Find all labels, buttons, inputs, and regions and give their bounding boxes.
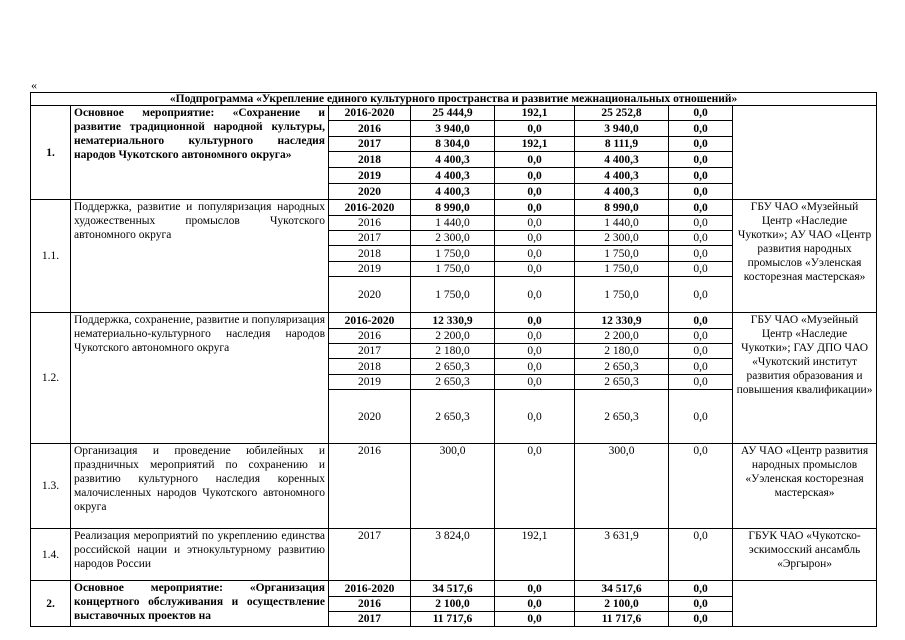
item-description: Поддержка, развитие и популяризация народных художественных промыслов Чукотского автономного округа	[71, 200, 329, 313]
executor: АУ ЧАО «Центр развития народных промыслов «Уэленская косторезная мастерская»	[733, 444, 877, 529]
cell-total: 8 304,0	[411, 137, 495, 152]
item-description: Поддержка, сохранение, развитие и популяризация нематериально-культурного наследия народов Чукотского автономного округа	[71, 313, 329, 444]
cell-period: 2016-2020	[329, 581, 411, 597]
cell-period: 2016	[329, 444, 411, 529]
cell-other: 0,0	[669, 106, 733, 121]
cell-total: 300,0	[411, 444, 495, 529]
cell-total: 3 824,0	[411, 529, 495, 581]
cell-other: 0,0	[669, 581, 733, 597]
cell-total: 12 330,9	[411, 313, 495, 329]
cell-total: 2 650,3	[411, 390, 495, 444]
cell-period: 2016	[329, 121, 411, 137]
cell-fed: 192,1	[495, 529, 575, 581]
cell-period: 2016	[329, 216, 411, 231]
cell-fed: 0,0	[495, 344, 575, 359]
cell-total: 4 400,3	[411, 184, 495, 200]
cell-fed: 0,0	[495, 359, 575, 375]
cell-reg: 4 400,3	[575, 184, 669, 200]
item-description: Организация и проведение юбилейных и праздничных мероприятий по сохранению и развитию культурного наследия коренных малочисленных народов Чукотского автономного округа	[71, 444, 329, 529]
table-row	[31, 200, 877, 216]
cell-reg: 4 400,3	[575, 168, 669, 184]
budget-table	[30, 92, 877, 627]
cell-period: 2019	[329, 262, 411, 277]
cell-reg: 2 200,0	[575, 329, 669, 344]
cell-period: 2016	[329, 597, 411, 612]
cell-other: 0,0	[669, 344, 733, 359]
cell-fed: 0,0	[495, 277, 575, 313]
cell-other: 0,0	[669, 168, 733, 184]
executor: ГБУК ЧАО «Чукотско-эскимосский ансамбль «Эргырон»	[733, 529, 877, 581]
cell-period: 2018	[329, 359, 411, 375]
cell-other: 0,0	[669, 262, 733, 277]
cell-other: 0,0	[669, 277, 733, 313]
cell-fed: 0,0	[495, 444, 575, 529]
cell-reg: 3 631,9	[575, 529, 669, 581]
cell-reg: 2 650,3	[575, 390, 669, 444]
cell-total: 34 517,6	[411, 581, 495, 597]
cell-reg: 34 517,6	[575, 581, 669, 597]
cell-reg: 1 750,0	[575, 277, 669, 313]
cell-period: 2020	[329, 184, 411, 200]
cell-total: 2 650,3	[411, 375, 495, 390]
cell-period: 2018	[329, 246, 411, 262]
cell-fed: 0,0	[495, 121, 575, 137]
cell-fed: 0,0	[495, 329, 575, 344]
cell-fed: 0,0	[495, 581, 575, 597]
executor	[733, 106, 877, 200]
cell-total: 2 100,0	[411, 597, 495, 612]
item-number: 1.2.	[31, 313, 71, 444]
cell-fed: 0,0	[495, 168, 575, 184]
cell-total: 1 750,0	[411, 277, 495, 313]
cell-fed: 0,0	[495, 200, 575, 216]
cell-total: 3 940,0	[411, 121, 495, 137]
cell-other: 0,0	[669, 152, 733, 168]
cell-total: 2 300,0	[411, 231, 495, 246]
cell-total: 2 650,3	[411, 359, 495, 375]
cell-fed: 0,0	[495, 231, 575, 246]
cell-reg: 4 400,3	[575, 152, 669, 168]
executor	[733, 581, 877, 627]
item-number: 2.	[31, 581, 71, 627]
cell-fed: 0,0	[495, 184, 575, 200]
cell-other: 0,0	[669, 359, 733, 375]
cell-period: 2017	[329, 344, 411, 359]
cell-other: 0,0	[669, 529, 733, 581]
table-row	[31, 581, 877, 597]
cell-reg: 8 990,0	[575, 200, 669, 216]
cell-period: 2020	[329, 277, 411, 313]
table-row	[31, 444, 877, 529]
cell-other: 0,0	[669, 137, 733, 152]
cell-fed: 0,0	[495, 390, 575, 444]
item-description: Основное мероприятие: «Организация концертного обслуживания и осуществление выставочных проектов на	[71, 581, 329, 627]
cell-other: 0,0	[669, 200, 733, 216]
cell-total: 4 400,3	[411, 152, 495, 168]
cell-reg: 2 300,0	[575, 231, 669, 246]
cell-reg: 11 717,6	[575, 612, 669, 627]
subprogram-header: «Подпрограмма «Укрепление единого культурного пространства и развитие межнациональных отношений»	[31, 93, 877, 106]
cell-period: 2016-2020	[329, 313, 411, 329]
cell-period: 2019	[329, 168, 411, 184]
cell-period: 2016-2020	[329, 106, 411, 121]
cell-fed: 192,1	[495, 106, 575, 121]
cell-other: 0,0	[669, 216, 733, 231]
cell-period: 2016-2020	[329, 200, 411, 216]
cell-fed: 192,1	[495, 137, 575, 152]
item-number: 1.3.	[31, 444, 71, 529]
cell-fed: 0,0	[495, 597, 575, 612]
cell-reg: 12 330,9	[575, 313, 669, 329]
executor: ГБУ ЧАО «Музейный Центр «Наследие Чукотки»; АУ ЧАО «Центр развития народных промыслов «Уэленская косторезная мастерская»	[733, 200, 877, 313]
cell-fed: 0,0	[495, 216, 575, 231]
cell-period: 2017	[329, 529, 411, 581]
cell-fed: 0,0	[495, 262, 575, 277]
cell-other: 0,0	[669, 121, 733, 137]
table-row	[31, 313, 877, 329]
cell-period: 2017	[329, 137, 411, 152]
cell-period: 2020	[329, 390, 411, 444]
cell-total: 8 990,0	[411, 200, 495, 216]
executor: ГБУ ЧАО «Музейный Центр «Наследие Чукотки»; ГАУ ДПО ЧАО «Чукотский институт развития образования и повышения квалификации»	[733, 313, 877, 444]
item-number: 1.1.	[31, 200, 71, 313]
item-description: Реализация мероприятий по укреплению единства российской нации и этнокультурному развитию народов России	[71, 529, 329, 581]
cell-total: 2 180,0	[411, 344, 495, 359]
cell-total: 2 200,0	[411, 329, 495, 344]
subprogram-header-row	[31, 93, 877, 106]
cell-other: 0,0	[669, 390, 733, 444]
cell-reg: 25 252,8	[575, 106, 669, 121]
cell-period: 2018	[329, 152, 411, 168]
cell-other: 0,0	[669, 246, 733, 262]
cell-fed: 0,0	[495, 612, 575, 627]
cell-other: 0,0	[669, 597, 733, 612]
cell-other: 0,0	[669, 313, 733, 329]
cell-total: 4 400,3	[411, 168, 495, 184]
cell-reg: 2 100,0	[575, 597, 669, 612]
cell-other: 0,0	[669, 444, 733, 529]
cell-period: 2019	[329, 375, 411, 390]
cell-total: 11 717,6	[411, 612, 495, 627]
table-row	[31, 529, 877, 581]
cell-other: 0,0	[669, 231, 733, 246]
cell-period: 2017	[329, 231, 411, 246]
cell-other: 0,0	[669, 375, 733, 390]
cell-reg: 8 111,9	[575, 137, 669, 152]
cell-reg: 1 750,0	[575, 262, 669, 277]
cell-reg: 1 440,0	[575, 216, 669, 231]
opening-quote: «	[31, 78, 37, 92]
table-row	[31, 106, 877, 121]
cell-fed: 0,0	[495, 313, 575, 329]
cell-reg: 1 750,0	[575, 246, 669, 262]
cell-total: 1 440,0	[411, 216, 495, 231]
cell-total: 25 444,9	[411, 106, 495, 121]
cell-other: 0,0	[669, 329, 733, 344]
cell-period: 2017	[329, 612, 411, 627]
cell-reg: 2 650,3	[575, 359, 669, 375]
item-number: 1.4.	[31, 529, 71, 581]
cell-fed: 0,0	[495, 246, 575, 262]
cell-total: 1 750,0	[411, 262, 495, 277]
item-number: 1.	[31, 106, 71, 200]
cell-reg: 2 650,3	[575, 375, 669, 390]
cell-reg: 3 940,0	[575, 121, 669, 137]
cell-total: 1 750,0	[411, 246, 495, 262]
cell-period: 2016	[329, 329, 411, 344]
cell-reg: 300,0	[575, 444, 669, 529]
item-description: Основное мероприятие: «Сохранение и развитие традиционной народной культуры, нематериального культурного наследия народов Чукотского автономного округа»	[71, 106, 329, 200]
cell-other: 0,0	[669, 184, 733, 200]
cell-reg: 2 180,0	[575, 344, 669, 359]
cell-other: 0,0	[669, 612, 733, 627]
cell-fed: 0,0	[495, 375, 575, 390]
cell-fed: 0,0	[495, 152, 575, 168]
